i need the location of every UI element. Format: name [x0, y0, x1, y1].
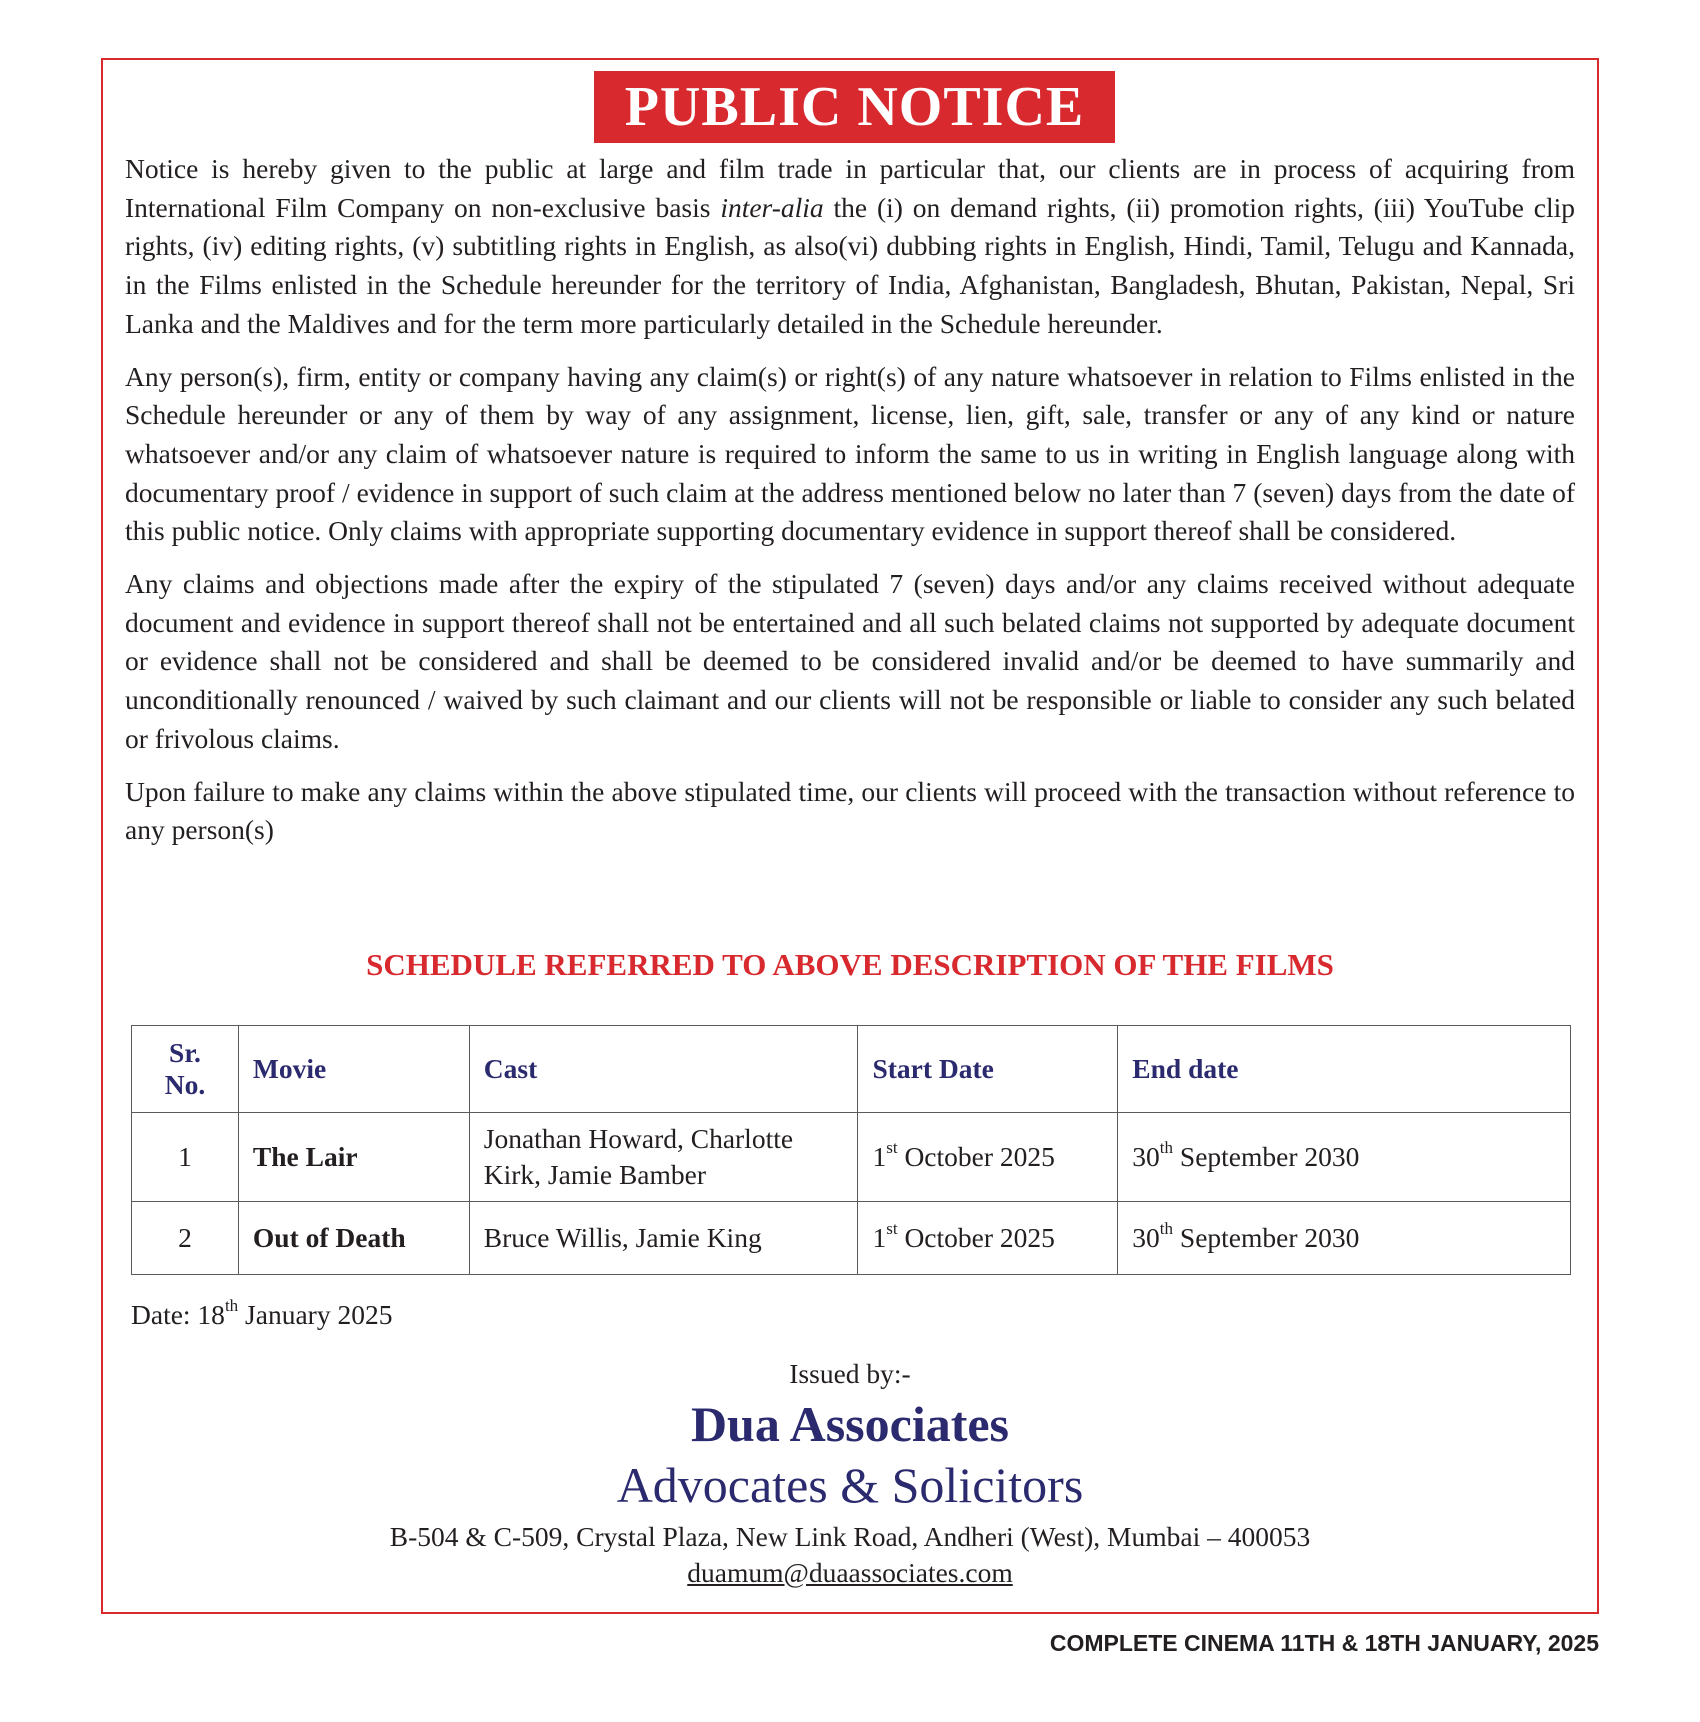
paragraph-1-italic: inter-alia — [720, 191, 824, 223]
paragraph-2: Any person(s), firm, entity or company having any claim(s) or right(s) of any nature whatsoever in relation to Films enlisted in the Schedule hereunder or any of them by way of any assignment, license, lien, gift, sale, transfer or any of any kind or nature whatsoever and/or any claim of whatsoever nature is required to inform the same to us in writing in English language along with documentary proof / evidence in support of such claim at the address mentioned below no later than 7 (seven) days from the date of this public notice. Only claims with appropriate supporting documentary evidence in support thereof shall be considered. — [125, 360, 1575, 547]
start-day: 1 — [872, 1141, 887, 1172]
cell-cast: Jonathan Howard, Charlotte Kirk, Jamie Bamber — [469, 1113, 858, 1202]
start-month-year: October 2025 — [897, 1141, 1055, 1172]
notice-body — [125, 150, 1575, 864]
start-day-suffix: st — [886, 1137, 898, 1157]
date-suffix: th — [224, 1295, 239, 1315]
paragraph-1-text-a: Notice is hereby given to the public at large and film trade in particular that, our clients are in process of acquiring from International Film Company on non-exclusive basis — [125, 153, 1575, 223]
table-row — [132, 1113, 1571, 1202]
firm-name: Dua Associates — [690, 1396, 1010, 1452]
header-movie: Movie — [238, 1026, 469, 1113]
paragraph-3: Any claims and objections made after the expiry of the stipulated 7 (seven) days and/or any claims received without adequate document and evidence in support thereof shall not be entertained and all such belated claims not supported by adequate document or evidence shall not be considered and shall be deemed to be considered invalid and/or be deemed to have summarily and unconditionally renounced / waived by such claimant and our clients will not be responsible or liable to consider any such belated or frivolous claims. — [125, 568, 1575, 754]
header-end-date: End date — [1118, 1026, 1571, 1113]
end-day: 30 — [1132, 1141, 1160, 1172]
end-day-suffix: th — [1159, 1137, 1174, 1157]
paragraph-4: Upon failure to make any claims within the above stipulated time, our clients will proceed with the transaction without reference to any person(s) — [125, 775, 1575, 846]
end-day-suffix: th — [1159, 1218, 1174, 1238]
films-schedule-table — [131, 1025, 1571, 1275]
cell-start-date — [858, 1113, 1118, 1202]
cell-movie: Out of Death — [238, 1202, 469, 1275]
header-sr-line2: No. — [164, 1069, 206, 1100]
cell-sr: 2 — [132, 1202, 239, 1275]
paragraph-1-text-b: the (i) on demand rights, (ii) promotion rights, (iii) YouTube clip rights, (iv) editing rights, (v) subtitling rights in English, as also(vi) dubbing rights in English, Hindi, Tamil, Telugu and Kannada, in the Films enlisted in the Schedule hereunder for the territory of India, Afghanistan, Bangladesh, Bhutan, Pakistan, Nepal, Sri Lanka and the Maldives and for the term more particularly detailed in the Schedule hereunder. — [125, 191, 1575, 339]
cell-end-date — [1118, 1113, 1571, 1202]
header-sr-line1: Sr. — [169, 1037, 201, 1068]
start-day: 1 — [872, 1222, 887, 1253]
header-start-date: Start Date — [858, 1026, 1118, 1113]
cell-sr: 1 — [132, 1113, 239, 1202]
header-cast: Cast — [469, 1026, 858, 1113]
start-month-year: October 2025 — [897, 1222, 1055, 1253]
end-day: 30 — [1132, 1222, 1160, 1253]
end-month-year: September 2030 — [1173, 1141, 1360, 1172]
start-day-suffix: st — [886, 1218, 898, 1238]
cell-end-date — [1118, 1202, 1571, 1275]
issued-by-label: Issued by:- — [789, 1358, 911, 1389]
firm-address: B-504 & C-509, Crystal Plaza, New Link Road, Andheri (West), Mumbai – 400053 — [389, 1521, 1311, 1552]
email-line — [0, 1555, 1700, 1591]
end-month-year: September 2030 — [1173, 1222, 1360, 1253]
email-link[interactable]: duamum@duaassociates.com — [687, 1557, 1013, 1588]
firm-subtitle: Advocates & Solicitors — [616, 1457, 1084, 1513]
notice-date — [131, 1296, 392, 1334]
paragraph-1 — [125, 150, 1575, 344]
cell-movie: The Lair — [238, 1113, 469, 1202]
public-notice-banner: PUBLIC NOTICE — [594, 71, 1115, 143]
date-prefix: Date: 18 — [131, 1299, 225, 1330]
date-month-year: January 2025 — [238, 1299, 393, 1330]
header-sr-no — [132, 1026, 239, 1113]
cell-start-date — [858, 1202, 1118, 1275]
publication-footer: COMPLETE CINEMA 11TH & 18TH JANUARY, 2025 — [1049, 1630, 1599, 1656]
schedule-heading: SCHEDULE REFERRED TO ABOVE DESCRIPTION OF THE FILMS — [366, 947, 1334, 982]
table-row — [132, 1202, 1571, 1275]
cell-cast: Bruce Willis, Jamie King — [469, 1202, 858, 1275]
table-header-row — [132, 1026, 1571, 1113]
